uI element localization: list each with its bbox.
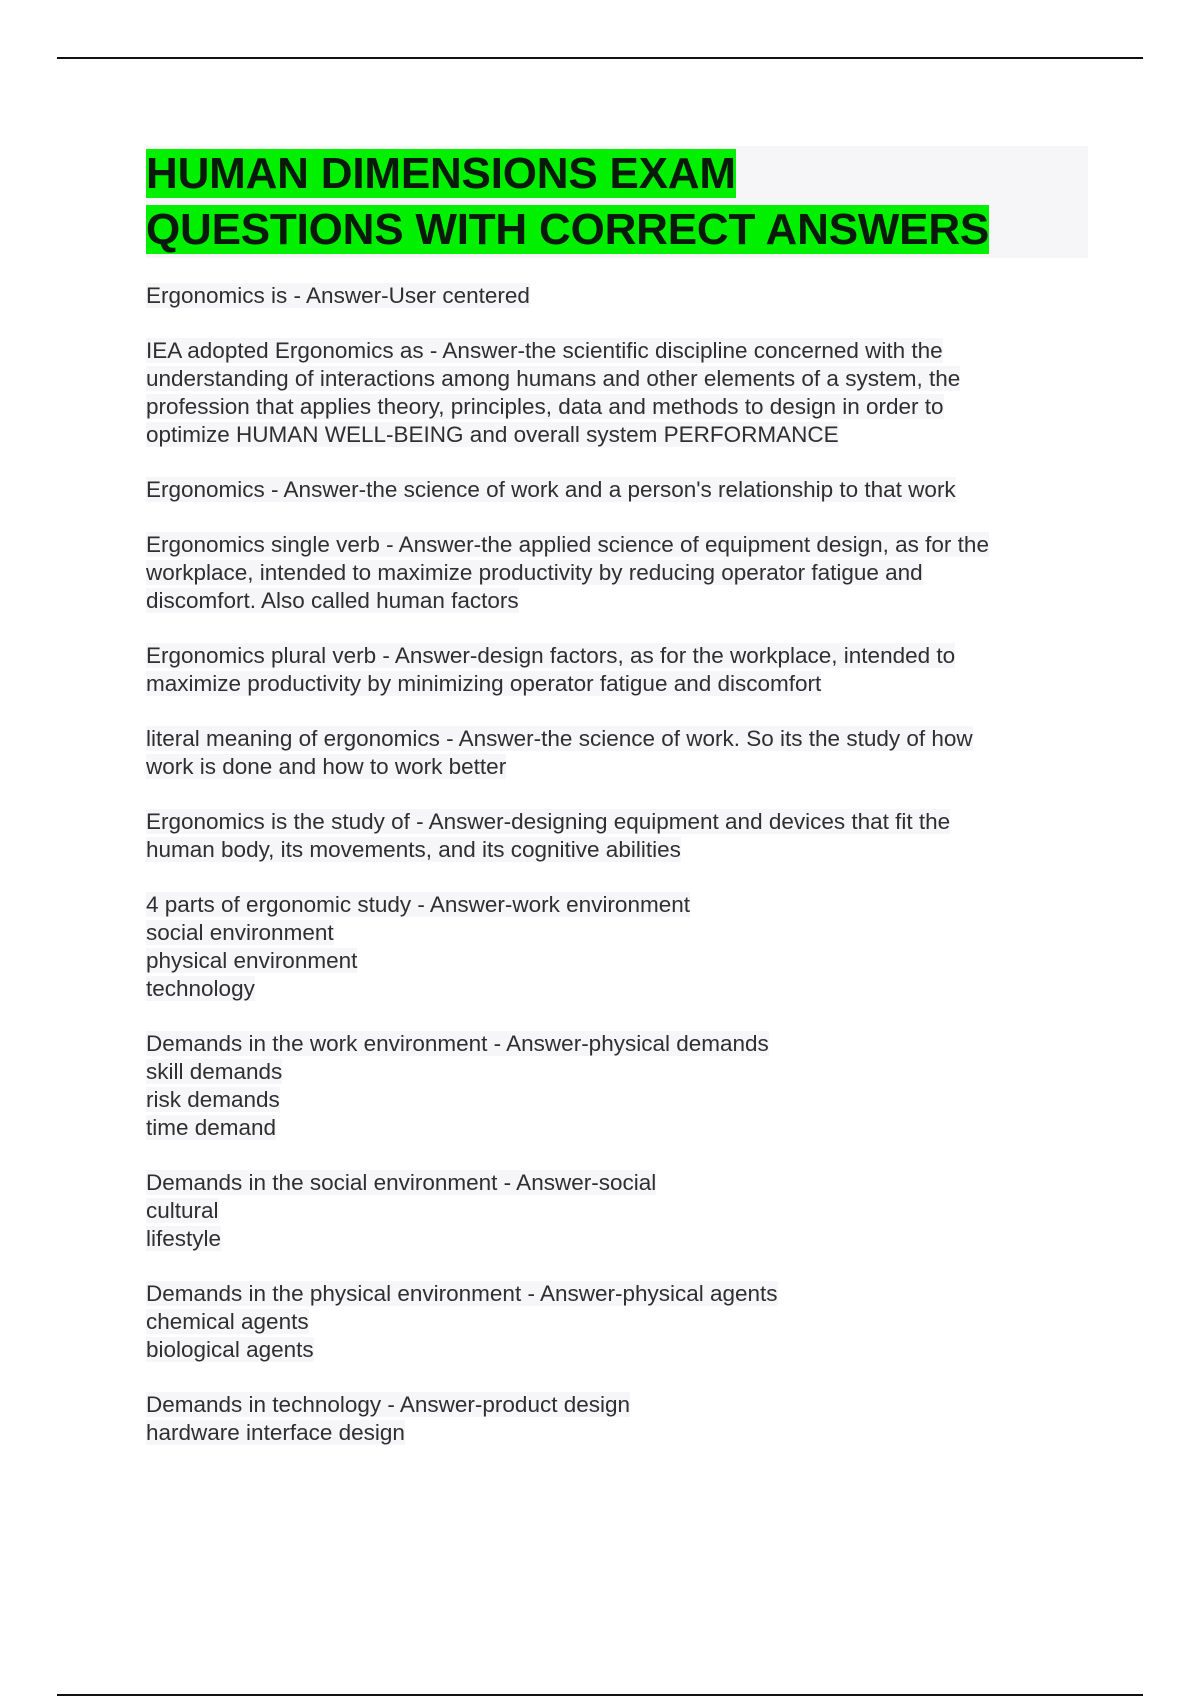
qa-line — [146, 919, 1086, 947]
qa-line-text: Ergonomics - Answer-the science of work and a person's relationship to that work — [146, 477, 956, 502]
qa-line — [146, 1419, 1086, 1447]
qa-line-text: hardware interface design — [146, 1420, 405, 1445]
qa-line-text: maximize productivity by minimizing operator fatigue and discomfort — [146, 671, 822, 696]
qa-line-text: time demand — [146, 1115, 277, 1140]
qa-item — [146, 1280, 1086, 1364]
qa-line-text: Ergonomics single verb - Answer-the applied science of equipment design, as for the — [146, 532, 989, 557]
qa-line-text: chemical agents — [146, 1309, 309, 1334]
qa-line — [146, 725, 1086, 753]
qa-line — [146, 947, 1086, 975]
qa-line-text: skill demands — [146, 1059, 283, 1084]
qa-item — [146, 725, 1086, 781]
qa-line — [146, 1336, 1086, 1364]
qa-line — [146, 476, 1086, 504]
qa-line — [146, 1308, 1086, 1336]
qa-line — [146, 891, 1086, 919]
qa-line — [146, 1225, 1086, 1253]
qa-item — [146, 531, 1086, 615]
qa-line-text: work is done and how to work better — [146, 754, 507, 779]
qa-item — [146, 337, 1086, 449]
qa-list — [146, 282, 1086, 1447]
qa-line-text: Ergonomics is - Answer-User centered — [146, 283, 530, 308]
qa-item — [146, 1391, 1086, 1447]
qa-line-text: cultural — [146, 1198, 219, 1223]
qa-line — [146, 1114, 1086, 1142]
qa-line — [146, 836, 1086, 864]
qa-line-text: optimize HUMAN WELL-BEING and overall system PERFORMANCE — [146, 422, 839, 447]
qa-line — [146, 282, 1086, 310]
qa-line-text: discomfort. Also called human factors — [146, 588, 519, 613]
qa-item — [146, 1169, 1086, 1253]
qa-line — [146, 559, 1086, 587]
qa-line-text: understanding of interactions among humans and other elements of a system, the — [146, 366, 961, 391]
qa-line — [146, 808, 1086, 836]
title-box — [146, 146, 1088, 258]
qa-line — [146, 1169, 1086, 1197]
qa-line-text: biological agents — [146, 1337, 314, 1362]
qa-line — [146, 421, 1086, 449]
qa-item — [146, 642, 1086, 698]
qa-line-text: literal meaning of ergonomics - Answer-the science of work. So its the study of how — [146, 726, 973, 751]
qa-line-text: workplace, intended to maximize productivity by reducing operator fatigue and — [146, 560, 923, 585]
qa-line-text: Ergonomics is the study of - Answer-designing equipment and devices that fit the — [146, 809, 951, 834]
qa-line-text: Demands in technology - Answer-product design — [146, 1392, 631, 1417]
qa-line — [146, 587, 1086, 615]
qa-line — [146, 1391, 1086, 1419]
qa-line — [146, 337, 1086, 365]
qa-line — [146, 753, 1086, 781]
qa-line-text: risk demands — [146, 1087, 280, 1112]
qa-line — [146, 393, 1086, 421]
qa-line-text: 4 parts of ergonomic study - Answer-work environment — [146, 892, 690, 917]
qa-line-text: social environment — [146, 920, 334, 945]
qa-line — [146, 1086, 1086, 1114]
qa-line — [146, 1030, 1086, 1058]
qa-line — [146, 531, 1086, 559]
qa-line — [146, 1280, 1086, 1308]
title-line-1: HUMAN DIMENSIONS EXAM — [146, 149, 736, 198]
qa-line — [146, 642, 1086, 670]
qa-item — [146, 282, 1086, 310]
qa-line — [146, 975, 1086, 1003]
qa-line-text: profession that applies theory, principles, data and methods to design in order to — [146, 394, 944, 419]
qa-line-text: Demands in the social environment - Answer-social — [146, 1170, 657, 1195]
qa-item — [146, 476, 1086, 504]
qa-line — [146, 365, 1086, 393]
qa-line-text: lifestyle — [146, 1226, 222, 1251]
qa-item — [146, 1030, 1086, 1142]
top-rule — [57, 57, 1143, 59]
qa-line — [146, 1058, 1086, 1086]
qa-line-text: Demands in the physical environment - Answer-physical agents — [146, 1281, 778, 1306]
document-title — [146, 146, 1088, 258]
bottom-rule — [57, 1694, 1143, 1696]
qa-item — [146, 808, 1086, 864]
qa-line-text: Ergonomics plural verb - Answer-design factors, as for the workplace, intended to — [146, 643, 956, 668]
qa-item — [146, 891, 1086, 1003]
qa-line — [146, 670, 1086, 698]
qa-line-text: Demands in the work environment - Answer-physical demands — [146, 1031, 769, 1056]
qa-line-text: human body, its movements, and its cognitive abilities — [146, 837, 681, 862]
qa-line-text: IEA adopted Ergonomics as - Answer-the scientific discipline concerned with the — [146, 338, 943, 363]
qa-line — [146, 1197, 1086, 1225]
qa-line-text: physical environment — [146, 948, 358, 973]
qa-line-text: technology — [146, 976, 255, 1001]
document-body — [146, 146, 1086, 1474]
title-line-2: QUESTIONS WITH CORRECT ANSWERS — [146, 205, 990, 254]
